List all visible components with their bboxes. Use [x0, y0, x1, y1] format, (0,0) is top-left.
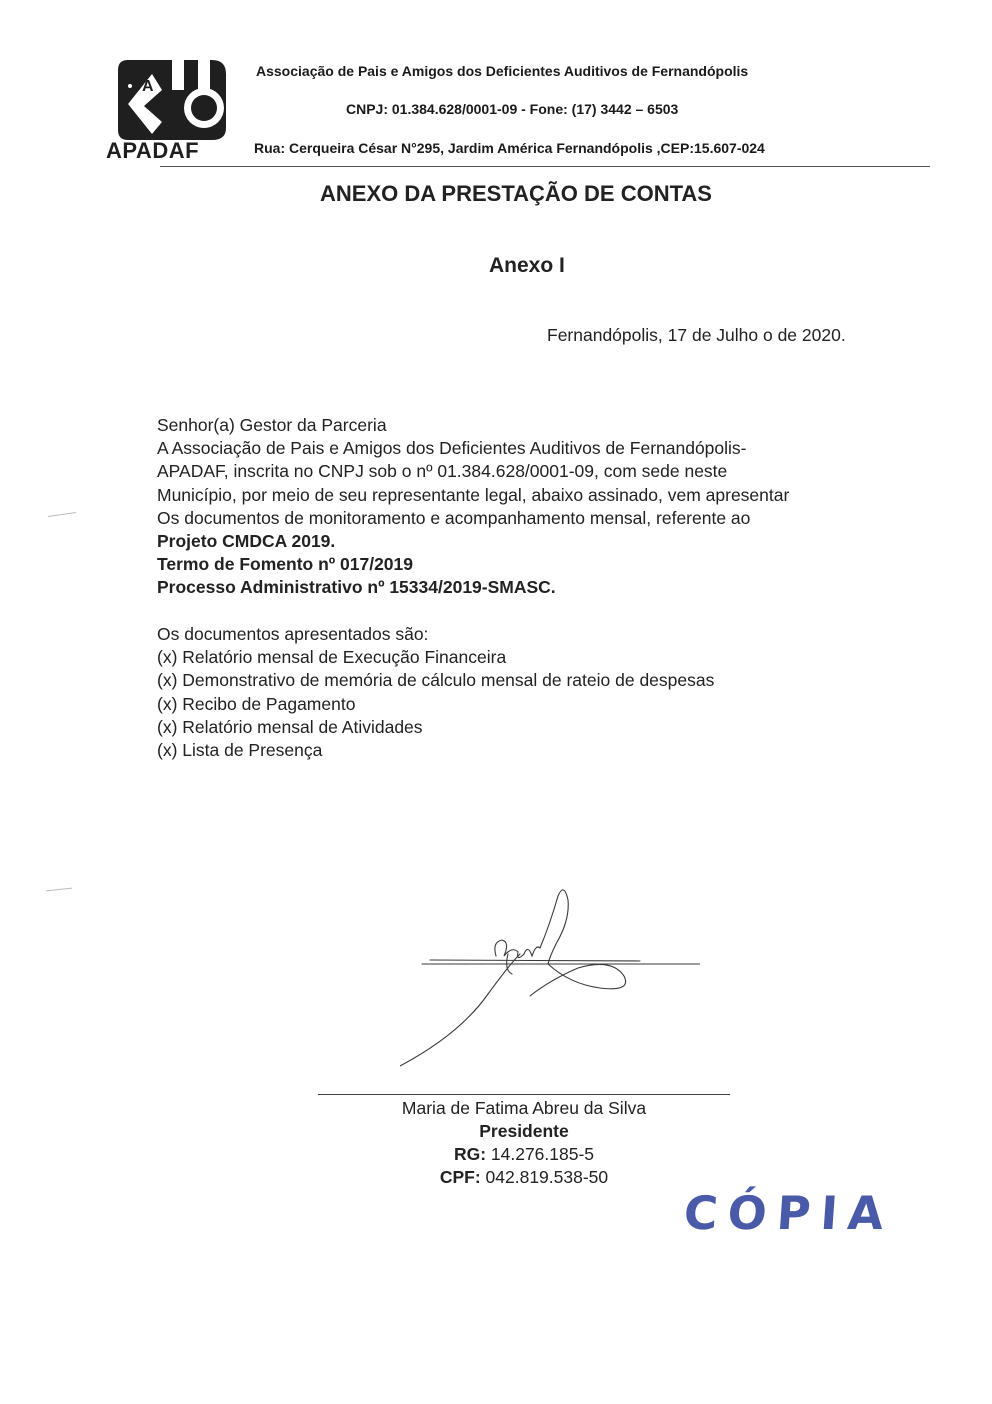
signature-line	[318, 1094, 730, 1095]
document-subtitle: Anexo I	[489, 254, 565, 277]
logo-letter: A	[142, 78, 154, 95]
paragraph-line: A Associação de Pais e Amigos dos Deficientes Auditivos de Fernandópolis-	[157, 438, 747, 459]
list-item: (x) Relatório mensal de Execução Financeira	[157, 647, 507, 668]
rg-value: 14.276.185-5	[486, 1144, 595, 1164]
process-number: Processo Administrativo nº 15334/2019-SMASC.	[157, 577, 556, 598]
list-intro: Os documentos apresentados são:	[157, 624, 429, 644]
signer-role: Presidente	[479, 1121, 569, 1141]
scan-mark	[48, 512, 76, 517]
document-list	[157, 623, 714, 762]
header-org-name: Associação de Pais e Amigos dos Deficientes Auditivos de Fernandópolis	[256, 63, 749, 79]
list-item: (x) Relatório mensal de Atividades	[157, 716, 423, 737]
document-title: ANEXO DA PRESTAÇÃO DE CONTAS	[320, 181, 712, 206]
list-item: (x) Recibo de Pagamento	[157, 693, 356, 714]
list-item: (x) Demonstrativo de memória de cálculo mensal de rateio de despesas	[157, 670, 715, 691]
signer-cpf	[318, 1166, 730, 1189]
list-item: (x) Lista de Presença	[157, 740, 323, 761]
signer-name: Maria de Fatima Abreu da Silva	[401, 1098, 647, 1118]
signature-block	[318, 1097, 730, 1189]
scan-mark	[46, 888, 72, 892]
project-name: Projeto CMDCA 2019.	[157, 531, 336, 552]
paragraph-line: APADAF, inscrita no CNPJ sob o nº 01.384.628/0001-09, com sede neste	[157, 461, 728, 482]
signer-rg	[318, 1143, 730, 1166]
copy-stamp: CÓPIA	[682, 1186, 896, 1240]
paragraph-line: Município, por meio de seu representante legal, abaixo assinado, vem apresentar	[157, 484, 790, 505]
salutation: Senhor(a) Gestor da Parceria	[157, 415, 387, 435]
handwritten-signature	[400, 884, 700, 1074]
date-line: Fernandópolis, 17 de Julho o de 2020.	[547, 325, 846, 345]
header-divider	[160, 166, 930, 167]
paragraph-line: Os documentos de monitoramento e acompanhamento mensal, referente ao	[157, 507, 751, 528]
rg-label: RG:	[453, 1144, 487, 1164]
header-cnpj-phone: CNPJ: 01.384.628/0001-09 - Fone: (17) 3442 – 6503	[346, 101, 679, 117]
term-number: Termo de Fomento nº 017/2019	[157, 554, 414, 575]
cpf-label: CPF:	[439, 1167, 481, 1187]
header-address: Rua: Cerqueira César N°295, Jardim América Fernandópolis ,CEP:15.607-024	[254, 140, 765, 156]
cpf-value: 042.819.538-50	[480, 1167, 609, 1187]
logo-text: APADAF	[106, 138, 200, 163]
apadaf-logo	[106, 56, 230, 163]
letter-body	[157, 414, 789, 600]
